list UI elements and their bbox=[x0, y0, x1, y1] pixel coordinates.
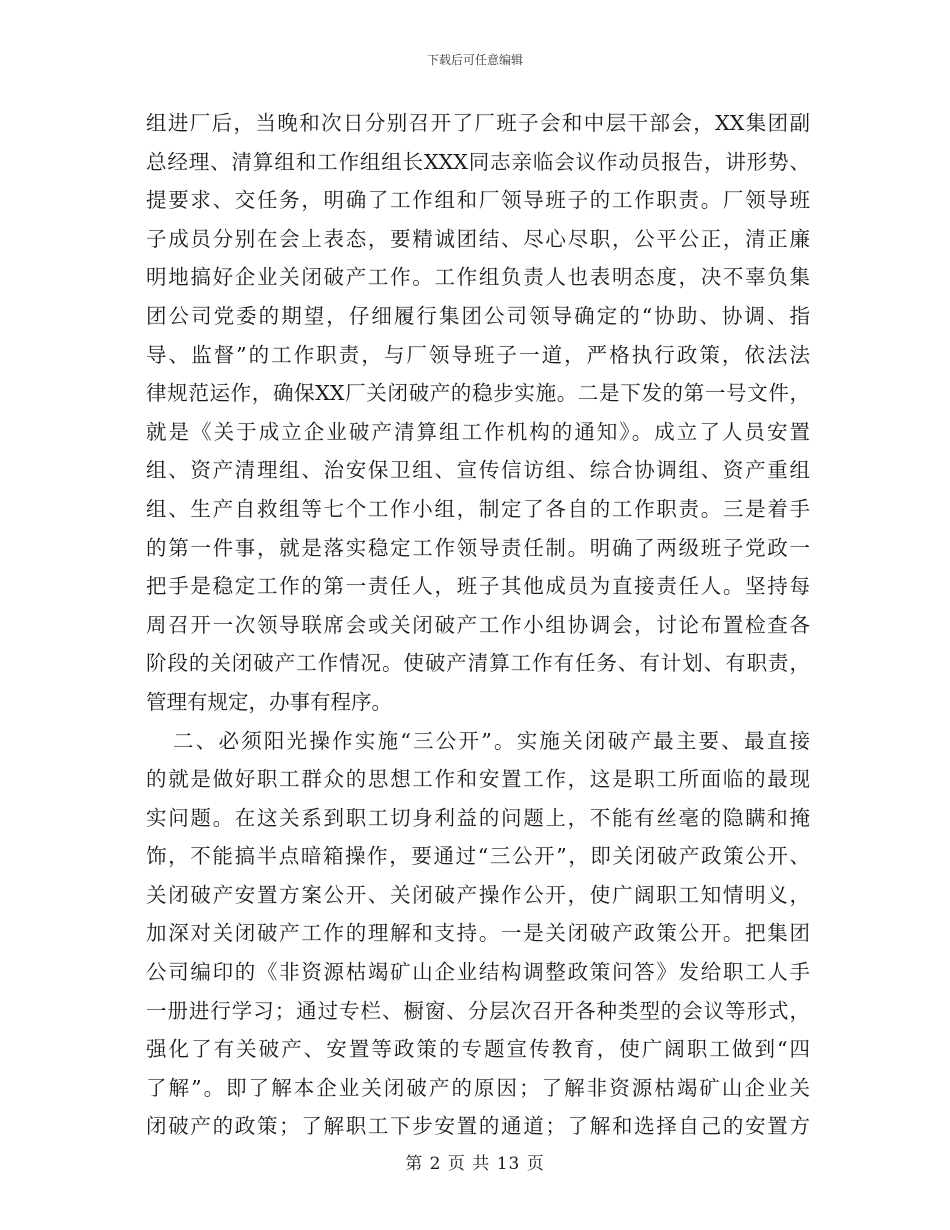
document-body bbox=[146, 104, 810, 1146]
text-line: 强化了有关破产、安置等政策的专题宣传教育，使广阔职工做到“四 bbox=[146, 1037, 810, 1062]
text-line: 提要求、交任务，明确了工作组和厂领导班子的工作职责。厂领导班 bbox=[146, 188, 810, 213]
text-line: 管理有规定，办事有程序。 bbox=[146, 689, 392, 714]
text-line: 子成员分别在会上表态，要精诚团结、尽心尽职，公平公正，清正廉 bbox=[146, 226, 810, 251]
text-line: 公司编印的《非资源枯竭矿山企业结构调整政策问答》发给职工人手 bbox=[146, 960, 810, 985]
text-line: 加深对关闭破产工作的理解和支持。一是关闭破产政策公开。把集团 bbox=[146, 921, 810, 946]
text-line: 组进厂后，当晚和次日分别召开了厂班子会和中层干部会，XX集团副 bbox=[146, 111, 810, 135]
text-line: 总经理、清算组和工作组组长XXX同志亲临会议作动员报告，讲形势、 bbox=[146, 149, 810, 174]
text-line: 导、监督”的工作职责，与厂领导班子一道，严格执行政策，依法法 bbox=[146, 342, 810, 367]
text-line: 了解”。即了解本企业关闭破产的原因；了解非资源枯竭矿山企业关 bbox=[146, 1075, 810, 1100]
text-line: 关闭破产安置方案公开、关闭破产操作公开，使广阔职工知情明义， bbox=[146, 882, 810, 907]
text-line: 实问题。在这关系到职工切身利益的问题上，不能有丝毫的隐瞒和掩 bbox=[146, 805, 810, 830]
text-line: 律规范运作，确保XX厂关闭破产的稳步实施。二是下发的第一号文件， bbox=[146, 381, 810, 406]
text-line: 周召开一次领导联席会或关闭破产工作小组协调会，讨论布置检查各 bbox=[146, 612, 810, 637]
text-line: 团公司党委的期望，仔细履行集团公司领导确定的“协助、协调、指 bbox=[146, 303, 810, 328]
text-line: 一册进行学习；通过专栏、橱窗、分层次召开各种类型的会议等形式， bbox=[146, 998, 810, 1023]
text-line: 就是《关于成立企业破产清算组工作机构的通知》。成立了人员安置 bbox=[146, 419, 810, 444]
text-line: 闭破产的政策；了解职工下步安置的通道；了解和选择自己的安置方 bbox=[146, 1114, 810, 1139]
text-line: 组、生产自救组等七个工作小组，制定了各自的工作职责。三是着手 bbox=[146, 496, 810, 521]
text-line: 明地搞好企业关闭破产工作。工作组负责人也表明态度，决不辜负集 bbox=[146, 265, 810, 290]
section-heading-line: 二、必须阳光操作实施“三公开”。实施关闭破产最主要、最直接 bbox=[173, 728, 810, 753]
page-header: 下载后可任意编辑 bbox=[426, 53, 523, 67]
text-line: 把手是稳定工作的第一责任人，班子其他成员为直接责任人。坚持每 bbox=[146, 574, 810, 599]
text-line: 的第一件事，就是落实稳定工作领导责任制。明确了两级班子党政一 bbox=[146, 535, 810, 560]
text-line: 的就是做好职工群众的思想工作和安置工作，这是职工所面临的最现 bbox=[146, 767, 810, 792]
text-line: 饰，不能搞半点暗箱操作，要通过“三公开”，即关闭破产政策公开、 bbox=[146, 844, 810, 869]
text-line: 阶段的关闭破产工作情况。使破产清算工作有任务、有计划、有职责， bbox=[146, 651, 810, 676]
text-line: 组、资产清理组、治安保卫组、宣传信访组、综合协调组、资产重组 bbox=[146, 458, 810, 483]
page-number-footer: 第 2 页 共 13 页 bbox=[405, 1154, 545, 1174]
